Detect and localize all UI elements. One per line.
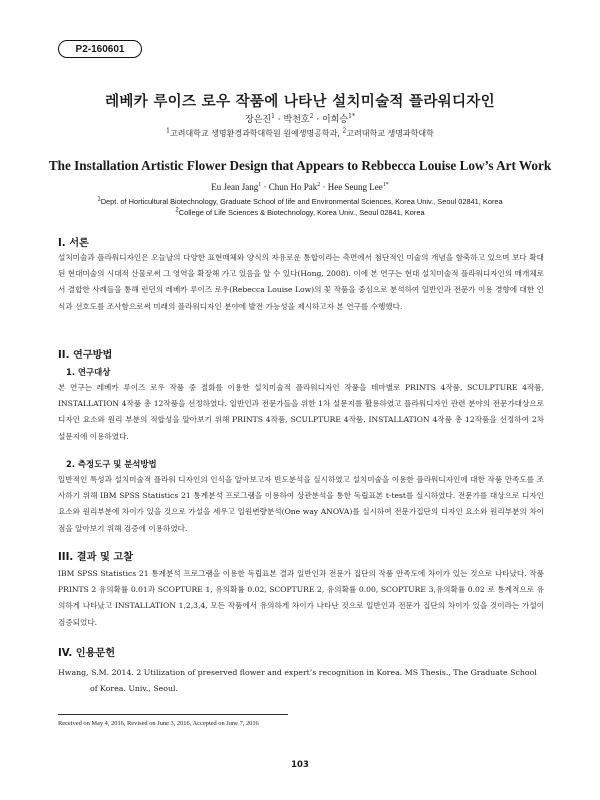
section-heading-references: IV. 인용문헌 xyxy=(58,648,116,659)
measurement-analysis-paragraph: 일반적인 특성과 설치미술적 플라워 디자인의 인식을 알아보고자 빈도분석을 실시하였고 설치미술을 이용한 플라워디자인에 대한 작품 만족도를 조사하기 위해 IBM SPSS Statistics 21 통계분석 프로그램을 이용하여 상관분석을 통한 독립표본 t-test를 실시하였다. 전문가를 대상으로 디자인 요소와 원리부분에 차이가 있을 것으로 가설을 세우고 일원변량분석(One way ANOVA)를 실시하여 전문가집단의 디자인 요소와 원리부분의 차이점을 알아보기 위해 검증에 이용하였다. xyxy=(58,475,544,533)
author-name: Eu Jean Jang xyxy=(211,182,259,192)
section-heading-methods: II. 연구방법 xyxy=(58,350,113,361)
author-sup: 1* xyxy=(348,113,355,120)
affil-sup: 2 xyxy=(175,207,179,214)
affiliation-line xyxy=(0,207,600,218)
author-sup: 1 xyxy=(258,182,262,188)
author-name: 장은진 xyxy=(245,115,272,125)
affil-sup: 2 xyxy=(342,127,347,135)
study-subjects-paragraph: 본 연구는 레베카 루이즈 로우 작품 중 절화를 이용한 설치미술적 플라워디자인 작품을 테마별로 PRINTS 4작품, SCULPTURE 4작품, INSTALLATION 4작품 총 12작품을 선정하였다. 일반인과 전문가들을 위한 1차 설문지를 활용하였고 플라워디자인 관련 분야의 전문가대상으로 디자인 요소와 원리 부분의 적합성을 알아보기 위해 PRINTS 4작품, SCULPTURE 4작품, INSTALLATION 4작품 총 12작품을 선정하여 2차 설문지에 이용하였다. xyxy=(58,383,544,441)
subheading-measurement-analysis: 2. 측정도구 및 분석방법 xyxy=(66,459,157,469)
english-authors xyxy=(0,182,600,192)
page-number: 103 xyxy=(291,760,309,770)
author-name: Hee Seung Lee xyxy=(327,182,383,192)
section-heading-results: III. 결과 및 고찰 xyxy=(58,552,134,563)
results-paragraph: IBM SPSS Statistics 21 통계분석 프로그램을 이용한 독립표본 결과 일반인과 전문가 집단의 작품 만족도에 차이가 있는 것으로 나타났다. 작품 PRINTS 2 유의확률 0.01과 SCOPTURE 1, 유의확률 0.02, SCOPTURE 2, 유의확률 0.00, SCOPTURE 3,유의확률 0.02 로 통계적으로 유의하게 나타났고 INSTALLATION 1,2,3,4, 모든 작품에서 유의하게 차이가 나타난 것으로 일반인과 전문가 집단의 차이가 있을 것이라는 가설이 검증되었다. xyxy=(58,569,544,627)
affil-text: College of Life Sciences & Biotechnology, Korea Univ., Seoul 02841, Korea xyxy=(178,208,425,217)
author-separator: · xyxy=(320,182,328,192)
author-separator: · xyxy=(261,182,269,192)
korean-authors xyxy=(0,112,600,125)
english-affiliations xyxy=(0,196,600,218)
author-name: 박천호 xyxy=(283,115,310,125)
korean-affiliations xyxy=(0,128,600,139)
affil-text: 고려대학교 생명과학대학 xyxy=(346,129,434,138)
introduction-paragraph: 설치미술과 플라워디자인은 오늘날의 다양한 표현매체와 양식의 자유로운 통합이라는 측면에서 첨단적인 미술의 개념을 함축하고 있으며 보다 확대된 현대미술의 시대적 산물로써 그 영역을 확장해 가고 있음을 알 수 있다(Hong, 2008). 이에 본 연구는 현대 설치미술적 플라워디자인의 매개체로서 결합한 사례들을 통해 런던의 레베카 루이즈 로우(Rebecca Louise Low)의 꽃 작품을 중심으로 분석하여 일반인과 전문가 이용 경향에 대한 인식과 선호도를 조사함으로써 미래의 플라워디자인 분야에 발전 가능성을 제시하고자 본 연구를 수행했다. xyxy=(58,253,544,311)
reference-item: Hwang, S.M. 2014. 2 Utilization of preserved flower and expert’s recognition in Korea. MS Thesis., The Graduate School of Korea. Univ., Seoul. xyxy=(58,668,537,693)
korean-title: 레베카 루이즈 로우 작품에 나타난 설치미술적 플라워디자인 xyxy=(105,93,495,110)
received-dates-footnote: Received on May 4, 2016, Revised on June 3, 2016, Accepted on June 7, 2016 xyxy=(58,720,259,727)
affil-text: 고려대학교 생명환경과학대학원 원예생명공학과, xyxy=(169,129,343,138)
footnote-divider xyxy=(58,714,288,715)
subheading-study-subjects: 1. 연구대상 xyxy=(66,367,111,377)
author-sup: 2 xyxy=(309,113,314,120)
affil-text: Dept. of Horticultural Biotechnology, Graduate School of life and Environmental Sciences, Korea Univ., Seoul 02841, Korea xyxy=(100,197,503,206)
author-sup: 1 xyxy=(271,113,275,120)
author-name: Chun Ho Pak xyxy=(268,182,318,192)
affiliation-line xyxy=(0,196,600,207)
english-title: The Installation Artistic Flower Design that Appears to Rebbecca Louise Low’s Art Work xyxy=(48,158,552,173)
affil-sup: 1 xyxy=(97,196,101,203)
author-sup: 2 xyxy=(317,182,321,188)
section-heading-introduction: I. 서론 xyxy=(58,238,89,249)
affil-sup: 1 xyxy=(166,127,170,135)
author-sup: 1* xyxy=(382,182,389,188)
author-separator: · xyxy=(313,115,323,125)
author-separator: · xyxy=(274,115,284,125)
poster-code-badge: P2-160601 xyxy=(58,40,142,58)
author-name: 이희승 xyxy=(322,115,349,125)
